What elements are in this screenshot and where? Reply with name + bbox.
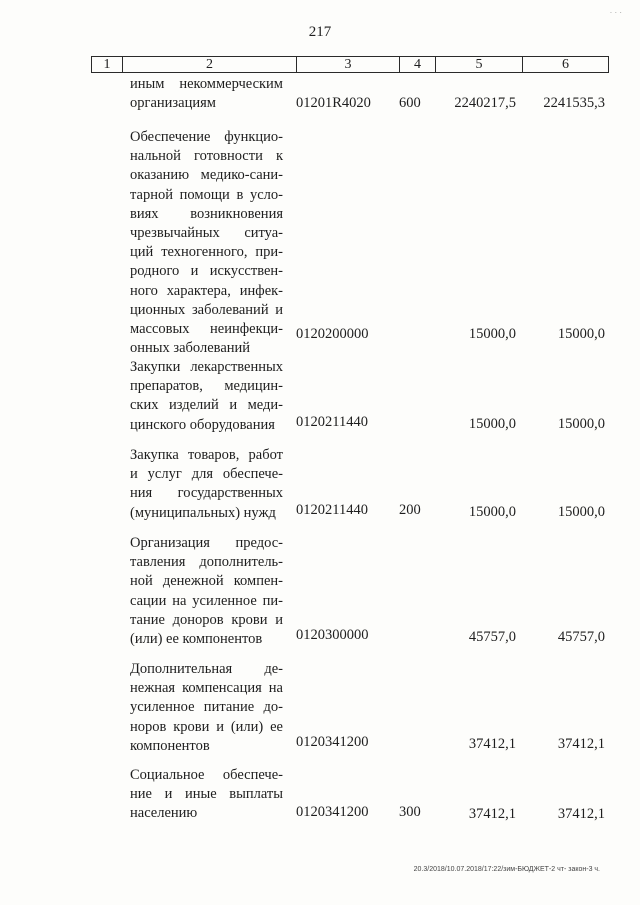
row-value-2: 15000,0 xyxy=(557,416,605,432)
description-line: оказанию медико-сани- xyxy=(130,167,283,184)
description-line: тание доноров крови и xyxy=(130,611,283,628)
row-code: 0120341200 xyxy=(296,804,369,820)
row-value-1: 45757,0 xyxy=(468,629,516,645)
description-line: ние и иные выплаты xyxy=(130,786,283,803)
description-line: Дополнительная де- xyxy=(130,661,283,677)
description-line: Обеспечение функцио- xyxy=(130,129,283,145)
row-value-2: 37412,1 xyxy=(557,736,605,752)
description-line: норов крови и (или) ее xyxy=(130,718,283,735)
column-header-row xyxy=(92,57,609,73)
description-line: Организация предос- xyxy=(130,535,283,551)
row-description xyxy=(130,766,283,824)
description-line: Социальное обеспече- xyxy=(130,767,283,783)
description-line: ного характера, инфек- xyxy=(130,282,283,299)
description-line: родного и искусствен- xyxy=(130,263,283,280)
column-header: 2 xyxy=(123,57,297,73)
description-line: населению xyxy=(130,805,198,822)
row-code: 01201R4020 xyxy=(296,95,371,111)
description-line: сации на усиленное пи- xyxy=(130,592,283,609)
column-header: 4 xyxy=(400,57,436,73)
row-type: 600 xyxy=(399,95,421,111)
footer-stamp: 20.3/2018/10.07.2018/17:22/зим-БЮДЖЕТ-2 чт- закон-3 ч. xyxy=(413,866,600,873)
description-line: онных заболеваний xyxy=(130,340,251,357)
row-value-1: 15000,0 xyxy=(468,416,516,432)
description-line: организациям xyxy=(130,95,216,112)
row-code: 0120211440 xyxy=(296,414,368,430)
description-line: тавления дополнитель- xyxy=(130,554,283,571)
column-header-table xyxy=(91,56,609,73)
description-line: массовых неинфекци- xyxy=(130,321,283,338)
description-line: нальной готовности к xyxy=(130,148,283,165)
description-line: Закупки лекарственных xyxy=(130,359,283,375)
row-description xyxy=(130,358,283,435)
row-value-2: 15000,0 xyxy=(557,504,605,520)
row-value-1: 37412,1 xyxy=(468,806,516,822)
row-code: 0120211440 xyxy=(296,502,368,518)
row-description xyxy=(130,128,283,358)
description-line: ских изделий и меди- xyxy=(130,397,283,414)
description-line: Закупка товаров, работ xyxy=(130,447,283,463)
column-header: 5 xyxy=(436,57,523,73)
row-code: 0120341200 xyxy=(296,734,369,750)
row-value-1: 15000,0 xyxy=(468,504,516,520)
description-line: чрезвычайных ситуа- xyxy=(130,225,283,242)
corner-marks: · · · xyxy=(609,8,622,17)
description-line: нежная компенсация на xyxy=(130,680,283,697)
description-line: цинского оборудования xyxy=(130,416,275,433)
description-line: препаратов, медицин- xyxy=(130,378,283,395)
description-line: ционных заболеваний и xyxy=(130,301,283,318)
description-line: тарной помощи в усло- xyxy=(130,186,283,203)
description-line: усиленное питание до- xyxy=(130,699,283,716)
column-header: 6 xyxy=(523,57,609,73)
row-value-2: 15000,0 xyxy=(557,326,605,342)
row-description xyxy=(130,446,283,523)
row-code: 0120200000 xyxy=(296,326,369,342)
row-type: 200 xyxy=(399,502,421,518)
column-header: 3 xyxy=(297,57,400,73)
description-line: ной денежной компен- xyxy=(130,573,283,590)
row-description xyxy=(130,660,283,756)
row-value-2: 45757,0 xyxy=(557,629,605,645)
row-description xyxy=(130,75,283,113)
row-value-1: 15000,0 xyxy=(468,326,516,342)
row-value-2: 37412,1 xyxy=(557,806,605,822)
description-line: и услуг для обеспече- xyxy=(130,466,283,483)
row-description xyxy=(130,534,283,649)
description-line: (муниципальных) нужд xyxy=(130,504,276,521)
row-type: 300 xyxy=(399,804,421,820)
row-value-2: 2241535,3 xyxy=(543,95,605,111)
row-value-1: 2240217,5 xyxy=(454,95,516,111)
description-line: иным некоммерческим xyxy=(130,76,283,92)
description-line: ций техногенного, при- xyxy=(130,244,283,261)
description-line: компонентов xyxy=(130,737,210,754)
description-line: (или) ее компонентов xyxy=(130,631,263,648)
row-value-1: 37412,1 xyxy=(468,736,516,752)
description-line: виях возникновения xyxy=(130,205,283,222)
description-line: ния государственных xyxy=(130,485,283,502)
page-number: 217 xyxy=(308,24,332,40)
row-code: 0120300000 xyxy=(296,627,369,643)
column-header: 1 xyxy=(92,57,123,73)
